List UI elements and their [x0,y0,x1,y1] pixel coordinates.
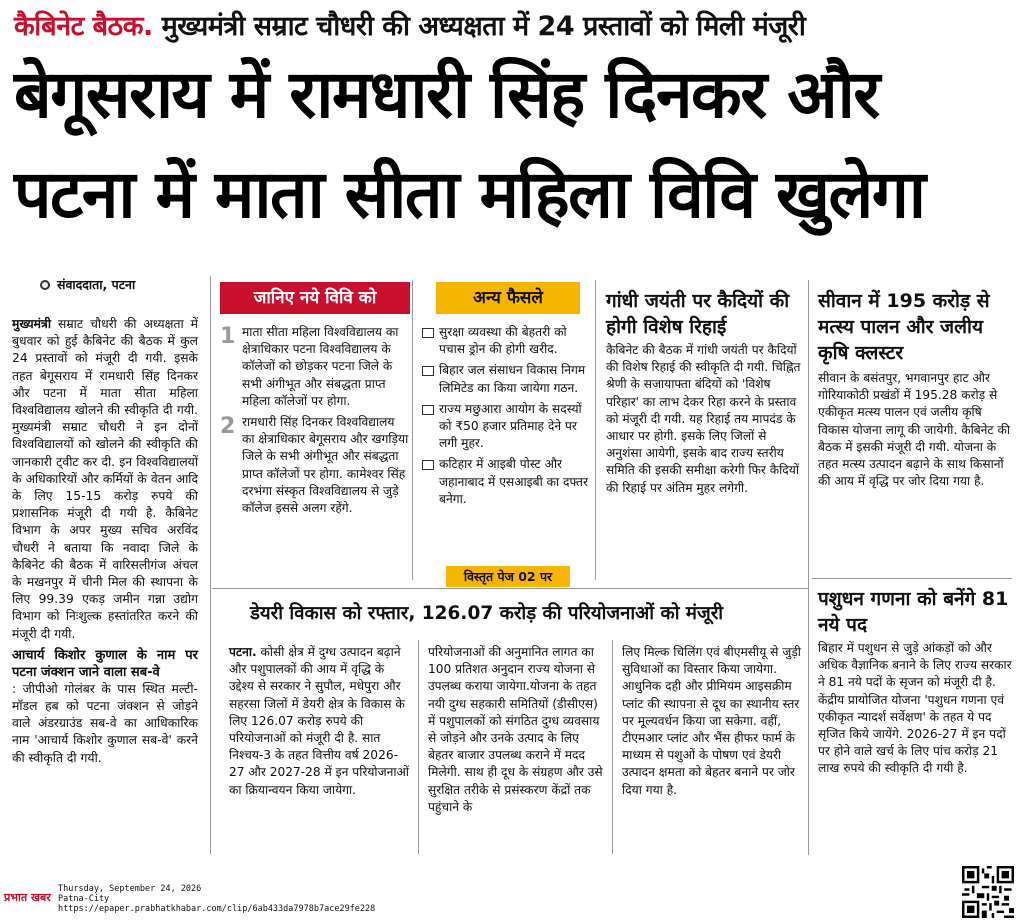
kicker-text: मुख्यमंत्री सम्राट चौधरी की अध्यक्षता में 24 प्रस्तावों को मिली मंजूरी [161,11,806,42]
lead-subhead: आचार्य किशोर कुणाल के नाम पर पटना जंक्शन जाने वाला सब-वे [12,647,198,680]
lead-word: मुख्यमंत्री [12,317,52,331]
more-on-page-link[interactable]: विस्तृत पेज 02 पर [446,566,570,587]
column-divider [595,280,596,580]
headline-line-1: बेगूसराय में रामधारी सिंह दिनकर और [14,56,879,133]
qr-code-icon [962,866,1014,918]
dairy-lead-word: पटना. [229,645,257,659]
lead-article [12,316,198,767]
lead-text: सम्राट चौधरी की अध्यक्षता में बुधवार को हुई कैबिनेट की बैठक में कुल 24 प्रस्तावों को मंजूरी दी गयी. इसके तहत बेगूसराय में रामधारी सिंह दिनकर और पटना में माता सीता महिला विश्वविद्यालय खोलने की स्वीकृति दी गयी. मुख्यमंत्री सम्राट चौधरी ने इन दोनों विश्वविद्यालयों को खोलने की स्वीकृति की जानकारी ट्वीट कर दी. इन विश्वविद्यालयों के अधिकारियों और कर्मियों के वेतन आदि के लिए 15-15 करोड़ रुपये की प्रशासनिक मंजूरी दी गयी है. कैबिनेट विभाग के अपर मुख्य सचिव अरविंद चौधरी ने बताया कि नवादा जिले के कैबिनेट की बैठक में वारिसलीगंज अंचल के मखनपुर में चीनी मिल की स्थापना के लिए 99.39 एकड़ जमीन गन्ना उद्योग विभाग को निःशुल्क हस्तांतरित करने की मंजूरी दी गयी. [12,317,198,641]
list-item [422,456,590,508]
list-item [422,324,590,358]
checkbox-bullet-icon [422,460,434,470]
dairy-paragraph-1 [229,644,411,799]
article-body: बिहार में पशुधन से जुड़े आंकड़ों को और अधिक वैज्ञानिक बनाने के लिए राज्य सरकार ने 81 नये पदों के सृजन को मंजूरी दी है. केंद्रीय प्रायोजित योजना 'पशुधन गणना एवं एकीकृत न्यादर्श सर्वेक्षण' के तहत ये पद सृजित किये जायेंगे. 2026-27 में इन पदों पर होने वाले खर्च के लिए पांच करोड़ 21 लाख रुपये की स्वीकृति दी गयी है. [818,641,1012,776]
item-number: 1 [220,324,236,349]
item-text: कटिहार में आइबी पोस्ट और जहानाबाद में एसआइबी का दफ्तर बनेगा. [439,457,588,506]
new-universities-title: जानिए नये विवि को [220,282,410,314]
livestock-article [818,586,1012,778]
clip-footer [58,884,375,914]
brand-name: प्रभात खबर [4,891,51,904]
dairy-paragraph-2: परियोजनाओं की अनुमानित लागत का 100 प्रतिशत अनुदान राज्य योजना से उपलब्ध कराया जायेगा.योजना के तहत नयी दुग्ध सहकारी समितियों (डीसीएस) में पशुपालकों को संगठित दुग्ध व्यवसाय से जोड़ने और उनके उत्पाद के लिए बेहतर बाजार उपलब्ध कराने में मदद मिलेगी. साथ ही दूध के संग्रहण और उसे सुरक्षित तरीके से प्रसंस्करण केंद्रों तक पहुंचाने के [428,645,603,814]
prisoner-release-article [606,288,802,497]
column-divider [412,280,413,580]
list-item [422,401,590,453]
headline-line-2: पटना में माता सीता महिला विवि खुलेगा [14,156,925,233]
other-decisions-box [436,282,580,314]
column-divider [808,280,809,855]
new-universities-box [220,282,410,517]
article-title: सीवान में 195 करोड़ से मत्स्य पालन और जलीय कृषि क्लस्टर [818,290,990,364]
item-text: राज्य मछुआरा आयोग के सदस्यों को ₹50 हजार प्रतिमाह देने पर लगी मुहर. [439,401,582,451]
byline: संवाददाता, पटना [57,277,136,292]
list-item [220,324,410,410]
kicker-label: कैबिनेट बैठक. [14,11,153,42]
checkbox-bullet-icon [422,366,434,376]
checkbox-bullet-icon [422,328,434,338]
item-text: बिहार जल संसाधन विकास निगम लिमिटेड का किया जायेगा गठन. [439,363,586,395]
kicker [14,6,805,43]
fisheries-article [818,288,1012,490]
article-title: गांधी जयंती पर कैदियों की होगी विशेष रिहाई [606,290,790,338]
item-number: 2 [220,414,236,440]
checkbox-bullet-icon [422,405,434,415]
item-text: सुरक्षा व्यवस्था की बेहतरी को पचास ड्रोन की होगी खरीद. [439,325,567,357]
item-text: माता सीता महिला विश्वविद्यालय का क्षेत्राधिकार पटना विश्वविद्यालय के कॉलेजों को छोड़कर पटना जिले के सभी अंगीभूत और संबद्धता प्राप्त महिला कॉलेजों पर होगा. [242,325,399,408]
column-divider [612,640,613,854]
newspaper-logo-icon [4,890,51,905]
column-divider [210,276,211,854]
row-divider [212,588,808,589]
list-item [220,414,410,517]
footer-edition: Patna-City [58,894,110,904]
lead-text-2: : जीपीओ गोलंबर के पास स्थित मल्टी-मॉडल हब को पटना जंक्शन से जोड़ने वाले अंडरग्राउंड सब-वे का आधिकारिक नाम 'आचार्य किशोर कुणाल सब-वे' करने की स्वीकृति दी गयी. [12,681,198,765]
item-text: रामधारी सिंह दिनकर विश्वविद्यालय का क्षेत्राधिकार बेगूसराय और खगड़िया जिले के सभी अंगीभूत और संबद्धता प्राप्त कॉलेजों पर होगा. कामेश्वर सिंह दरभंगा संस्कृत विश्वविद्यालय से जुड़े कॉलेज इससे अलग रहेंगे. [242,415,409,516]
dairy-text-1: कोसी क्षेत्र में दुग्ध उत्पादन बढ़ाने और पशुपालकों की आय में वृद्धि के उद्देश्य से सरकार ने सुपौल, मधेपुरा और सहरसा जिलों में डेयरी क्षेत्र के विकास के लिए 126.07 करोड़ रुपये की परियोजनाओं को मंजूरी दी है. सात निश्चय-3 के तहत वित्तीय वर्ष 2026-27 और 2027-28 में इन परियोजनाओं का क्रियान्वयन किया जायेगा. [229,645,409,797]
list-item [422,362,590,396]
dairy-paragraph-3: लिए मिल्क चिलिंग एवं बीएमसीयू से जुड़ी सुविधाओं का विस्तार किया जायेगा. आधुनिक दही और प्रीमियम आइसक्रीम प्लांट की स्थापना से दूध का स्थानीय स्तर पर मूल्यवर्धन किया जा सकेगा. वहीं, टीएमआर प्लांट और भैंस हीफर फार्म के माध्यम से पशुओं के पोषण एवं डेयरी उत्पादन क्षमता को बेहतर बनाने पर जोर दिया गया है. [622,645,801,797]
article-body: कैबिनेट की बैठक में गांधी जयंती पर कैदियों की विशेष रिहाई की स्वीकृति दी गयी. चिह्नित श्रेणी के सजायाफ्ता बंदियों को 'विशेष परिहार' का लाभ देकर रिहा करने के प्रस्ताव को मंजूरी दी गयी. यह रिहाई तय मापदंड के आधार पर होगी. इसके लिए जिलों से अनुशंसा आयेगी, इसके बाद राज्य स्तरीय समिति की इसकी समीक्षा करेगी फिर कैदियों की रिहाई पर अंतिम मुहर लगेगी. [606,343,801,495]
footer-url[interactable]: https://epaper.prabhatkhabar.com/clip/6ab433da7978b7ace29fe228 [58,904,376,914]
dairy-article-title: डेयरी विकास को रफ्तार, 126.07 करोड़ की परियोजनाओं को मंजूरी [250,603,724,624]
article-body: सीवान के बसंतपुर, भगवानपुर हाट और गोरियाकोठी प्रखंडों में 195.28 करोड़ से एकीकृत मत्स्य पालन एवं जलीय कृषि विकास योजना लागू की जायेगी. कैबिनेट की बैठक में इसकी मंजूरी दी गयी. योजना के तहत मत्स्य उत्पादन बढ़ाने के साथ किसानों की आय में वृद्धि पर जोर दिया गया है. [818,371,1010,489]
column-divider [418,640,419,854]
article-title: पशुधन गणना को बनेंगे 81 नये पद [818,588,1009,636]
pen-icon [40,280,50,290]
row-divider [812,578,1012,579]
footer-date: Thursday, September 24, 2026 [58,884,202,894]
other-decisions-title: अन्य फैसले [436,282,580,314]
other-decisions-list [422,324,590,508]
